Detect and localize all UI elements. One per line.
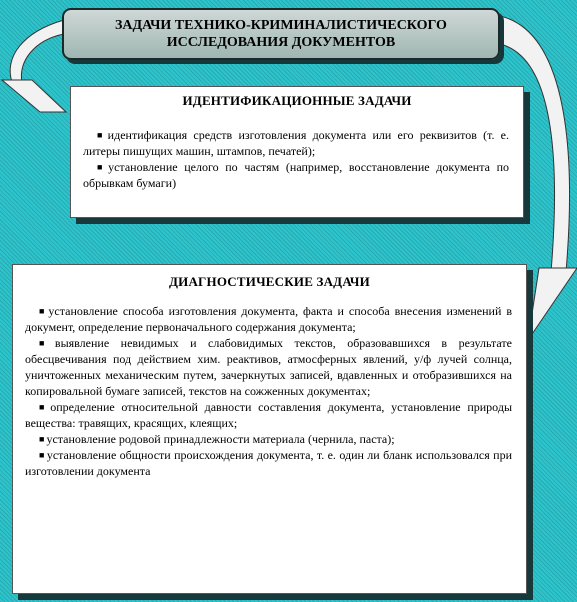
diagnostic-tasks-box: [12, 264, 527, 594]
list-item: [25, 335, 512, 399]
list-item-text: установление целого по частям (например, восстановление документа по обрывкам бумаги): [83, 160, 509, 190]
bullet-icon: ■: [39, 402, 49, 412]
diagnostic-heading: ДИАГНОСТИЧЕСКИЕ ЗАДАЧИ: [169, 274, 370, 289]
list-item: [83, 127, 509, 159]
list-item-text: определение относительной давности составления документа, установление природы вещества: травящих, красящих, клеящих;: [25, 400, 513, 430]
identification-list: [83, 127, 509, 191]
title-line-2: ИССЛЕДОВАНИЯ ДОКУМЕНТОВ: [166, 35, 396, 50]
bullet-icon: ■: [97, 130, 106, 140]
identification-heading: ИДЕНТИФИКАЦИОННЫЕ ЗАДАЧИ: [182, 93, 412, 108]
title-line-1: ЗАДАЧИ ТЕХНИКО-КРИМИНАЛИСТИЧЕСКОГО: [115, 18, 447, 33]
bullet-icon: ■: [39, 306, 47, 316]
list-item: [25, 431, 512, 447]
diagnostic-list: [25, 303, 512, 479]
list-item: [25, 447, 512, 479]
bullet-icon: ■: [39, 434, 45, 444]
left-curved-arrow-icon: [2, 20, 66, 112]
list-item: [25, 303, 512, 335]
diagram-title-box: [62, 8, 500, 60]
bullet-icon: ■: [39, 450, 45, 460]
list-item-text: идентификация средств изготовления документа или его реквизитов (т. е. литеры пишущих машин, штампов, печатей);: [83, 128, 509, 158]
list-item-text: установление способа изготовления документа, факта и способа внесения изменений в документ, определение первоначального содержания документа;: [25, 304, 513, 334]
bullet-icon: ■: [97, 162, 107, 172]
list-item-text: установление общности происхождения документа, т. е. один ли бланк использовался при изготовлении документа: [25, 448, 513, 478]
list-item-text: выявление невидимых и слабовидимых текстов, образовавшихся в результате обесцвечивания под действием хим. реактивов, атмосферных явлений, у/ф лучей солнца, уничтоженных механическим путем, зачеркнутых записей, вдавленных и отобразившихся на копировальной бумаге записей, текстов на сожженных документах;: [25, 336, 512, 398]
identification-tasks-box: [70, 86, 524, 218]
list-item: [25, 399, 512, 431]
list-item-text: установление родовой принадлежности материала (чернила, паста);: [46, 432, 395, 446]
bullet-icon: ■: [39, 338, 53, 348]
list-item: [83, 159, 509, 191]
